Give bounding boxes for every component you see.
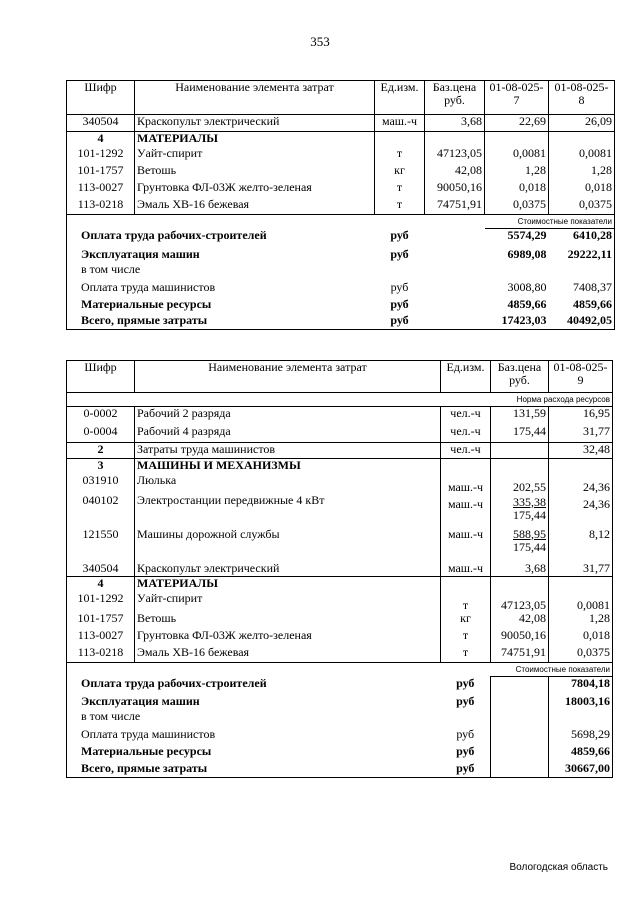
header-col-b: 01-08-025- 8	[549, 81, 615, 115]
header-base-price: Баз.цена руб.	[491, 361, 549, 393]
summary-row: Материальные ресурсы руб 4859,66	[67, 745, 613, 762]
summary-row: Всего, прямые затраты руб 17423,03 40492,05	[67, 314, 615, 330]
table-row: 0-0004 Рабочий 4 разряда чел.-ч 175,44 31,77	[67, 425, 613, 443]
header-col-a: 01-08-025- 9	[549, 361, 613, 393]
cost-indicators-caption: Стоимостные показатели	[485, 215, 615, 229]
norm-caption: Норма расхода ресурсов	[491, 393, 613, 407]
table-row: 340504 Краскопульт электрический маш.-ч 3,68 31,77	[67, 562, 613, 577]
header-name: Наименование элемента затрат	[135, 361, 441, 393]
table-row: 113-0218 Эмаль ХВ-16 бежевая т 74751,91 0,0375 0,0375	[67, 198, 615, 215]
table-row: 0-0002 Рабочий 2 разряда чел.-ч 131,59 16,95	[67, 407, 613, 425]
page-number: 353	[310, 34, 330, 49]
header-base-price: Баз.цена руб.	[425, 81, 485, 115]
header-name: Наименование элемента затрат	[135, 81, 375, 115]
summary-row: Эксплуатация машин руб 6989,08 29222,11	[67, 248, 615, 263]
section-row: 3 МАШИНЫ И МЕХАНИЗМЫ	[67, 459, 613, 474]
header-unit: Ед.изм.	[375, 81, 425, 115]
summary-row: Всего, прямые затраты руб 30667,00	[67, 762, 613, 778]
table-row: 101-1757 Ветошь кг 42,08 1,28 1,28	[67, 164, 615, 181]
section-row: 4 МАТЕРИАЛЫ	[67, 132, 615, 147]
cost-table-2	[66, 360, 613, 778]
summary-row: Материальные ресурсы руб 4859,66 4859,66	[67, 298, 615, 314]
header-code: Шифр	[67, 361, 135, 393]
table-row: 113-0218 Эмаль ХВ-16 бежевая т 74751,91 0,0375	[67, 646, 613, 663]
summary-row: Оплата труда рабочих-строителей руб 5574,29 6410,28	[67, 229, 615, 248]
table-row: 101-1292 Уайт-спирит т 47123,05 0,0081	[67, 592, 613, 612]
table-row: 040102 Электростанции передвижные 4 кВт маш.-ч 335,38 175,44 24,36	[67, 494, 613, 528]
summary-row: Оплата труда машинистов руб 3008,80 7408,37	[67, 281, 615, 298]
table-row: 101-1757 Ветошь кг 42,08 1,28	[67, 612, 613, 629]
section-row: 4 МАТЕРИАЛЫ	[67, 577, 613, 592]
summary-row: Оплата труда машинистов руб 5698,29	[67, 728, 613, 745]
summary-row: Эксплуатация машин руб 18003,16	[67, 695, 613, 710]
table-row: 340504 Краскопульт электрический маш.-ч 3,68 22,69 26,09	[67, 115, 615, 132]
footer-region: Вологодская область	[509, 862, 608, 873]
cost-table-1	[66, 80, 615, 330]
table-row: 101-1292 Уайт-спирит т 47123,05 0,0081 0,0081	[67, 147, 615, 164]
header-code: Шифр	[67, 81, 135, 115]
summary-row: в том числе	[67, 710, 613, 728]
header-col-a: 01-08-025- 7	[485, 81, 549, 115]
cost-indicators-caption: Стоимостные показатели	[491, 663, 613, 677]
summary-row: в том числе	[67, 263, 615, 281]
table-row: 2 Затраты труда машинистов чел.-ч 32,48	[67, 443, 613, 459]
table-row: 121550 Машины дорожной службы маш.-ч 588,95 175,44 8,12	[67, 528, 613, 562]
table-row: 113-0027 Грунтовка ФЛ-03Ж желто-зеленая т 90050,16 0,018 0,018	[67, 181, 615, 198]
header-unit: Ед.изм.	[441, 361, 491, 393]
summary-row: Оплата труда рабочих-строителей руб 7804,18	[67, 677, 613, 695]
table-row: 031910 Люлька маш.-ч 202,55 24,36	[67, 474, 613, 494]
table-row: 113-0027 Грунтовка ФЛ-03Ж желто-зеленая т 90050,16 0,018	[67, 629, 613, 646]
